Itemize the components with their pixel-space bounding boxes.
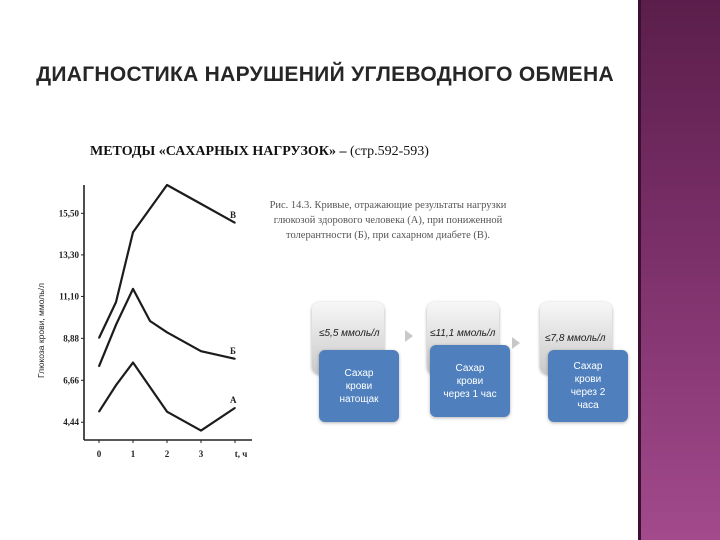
y-axis-label: Глюкоза крови, ммоль/л — [36, 283, 46, 378]
arrow-right-icon — [512, 337, 520, 349]
data-point — [98, 411, 100, 413]
y-tick-label: 4,44 — [63, 417, 79, 428]
data-point — [98, 366, 100, 368]
flow-box-1h — [430, 345, 510, 417]
x-tick-label: 0 — [96, 449, 102, 459]
data-point — [166, 184, 168, 186]
flow-label-1h: Сахар крови через 1 час — [443, 362, 497, 400]
data-point — [115, 384, 117, 386]
flow-box-fasting — [319, 350, 399, 422]
data-point — [200, 203, 202, 205]
figure-caption: Рис. 14.3. Кривые, отражающие результаты нагрузки глюкозой здорового человека (А), при пониженной толерантности (Б), при сахарном диабете (В). — [269, 200, 507, 241]
data-point — [166, 332, 168, 334]
x-tick-label: 2 — [164, 449, 170, 459]
series-line-Б — [99, 289, 235, 366]
flow-box-2h — [548, 350, 628, 422]
data-point — [132, 362, 134, 364]
data-point — [166, 411, 168, 413]
arrow-right-icon — [405, 330, 413, 342]
threshold-1h: ≤11,1 ммоль/л — [430, 328, 496, 339]
threshold-fasting: ≤5,5 ммоль/л — [319, 328, 380, 339]
subtitle-bold: МЕТОДЫ «САХАРНЫХ НАГРУЗОК» – — [90, 144, 347, 159]
x-tick-label: t, ч — [234, 449, 248, 459]
y-tick-label: 8,88 — [63, 333, 79, 344]
flow-label-2h: Сахар крови через 2 часа — [570, 361, 606, 411]
series-label: В — [230, 209, 237, 220]
y-tick-label: 6,66 — [63, 375, 79, 386]
data-point — [200, 350, 202, 352]
data-point — [132, 288, 134, 290]
slide-title: ДИАГНОСТИКА НАРУШЕНИЙ УГЛЕВОДНОГО ОБМЕНА — [36, 63, 614, 86]
data-point — [115, 301, 117, 303]
flow-label-fasting: Сахар крови натощак — [339, 367, 379, 405]
data-point — [234, 222, 236, 224]
y-tick-label: 15,50 — [58, 208, 79, 219]
x-tick-label: 3 — [198, 449, 204, 459]
y-tick-label: 13,30 — [58, 249, 79, 260]
data-point — [98, 337, 100, 339]
data-point — [132, 231, 134, 233]
data-point — [234, 407, 236, 409]
data-point — [200, 430, 202, 432]
subtitle-pages: (стр.592-593) — [346, 144, 429, 159]
series-line-А — [99, 363, 235, 431]
data-point — [149, 320, 151, 322]
series-label: Б — [230, 345, 236, 356]
x-tick-label: 1 — [130, 449, 136, 459]
series-label: А — [230, 394, 237, 405]
y-tick-label: 11,10 — [59, 291, 79, 302]
threshold-2h: ≤7,8 ммоль/л — [545, 333, 606, 344]
data-point — [115, 324, 117, 326]
data-point — [234, 358, 236, 360]
